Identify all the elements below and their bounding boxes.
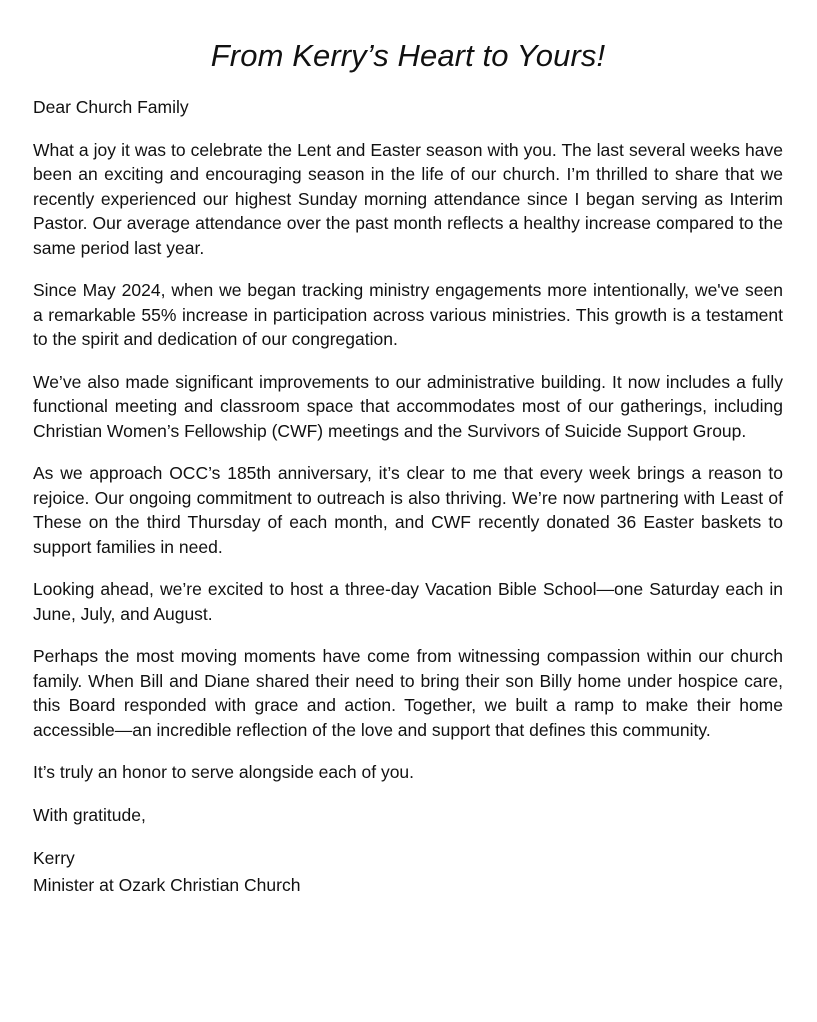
paragraph-honor: It’s truly an honor to serve alongside each of you. — [33, 762, 415, 782]
signature-block — [33, 845, 783, 899]
signature-title: Minister at Ozark Christian Church — [33, 875, 301, 895]
paragraph-building-improvements: We’ve also made significant improvements to our administrative building. It now includes a fully functional meeting and classroom space that accommodates most of our gatherings, including Christian Women’s Fellowship (CWF) meetings and the Survivors of Suicide Support Group. — [33, 371, 783, 441]
paragraph-ministry-growth: Since May 2024, when we began tracking ministry engagements more intentionally, we've seen a remarkable 55% increase in participation across various ministries. This growth is a testament to the spirit and dedication of our congregation. — [33, 280, 783, 349]
paragraph-attendance: What a joy it was to celebrate the Lent and Easter season with you. The last several weeks have been an exciting and encouraging season in the life of our church. I’m thrilled to share that we recently experienced our highest Sunday morning attendance since I began serving as Interim Pastor. Our average attendance over the past month reflects a healthy increase compared to the same period last year. — [33, 139, 783, 258]
paragraph-anniversary-outreach: As we approach OCC’s 185th anniversary, it’s clear to me that every week brings a reason to rejoice. Our ongoing commitment to outreach is also thriving. We’re now partnering with Least of These on the third Thursday of each month, and CWF recently donated 36 Easter baskets to support families in need. — [33, 463, 783, 557]
letter-page — [33, 38, 783, 899]
salutation: Dear Church Family — [33, 97, 189, 117]
paragraph-vacation-bible-school: Looking ahead, we’re excited to host a three-day Vacation Bible School—one Saturday each in June, July, and August. — [33, 579, 783, 624]
signature-name: Kerry — [33, 848, 75, 868]
paragraph-compassion: Perhaps the most moving moments have come from witnessing compassion within our church family. When Bill and Diane shared their need to bring their son Billy home under hospice care, this Board responded with grace and action. Together, we built a ramp to make their home accessible—an incredible reflection of the love and support that defines this community. — [33, 646, 783, 740]
closing-line: With gratitude, — [33, 804, 146, 825]
letter-title: From Kerry’s Heart to Yours! — [210, 38, 606, 73]
